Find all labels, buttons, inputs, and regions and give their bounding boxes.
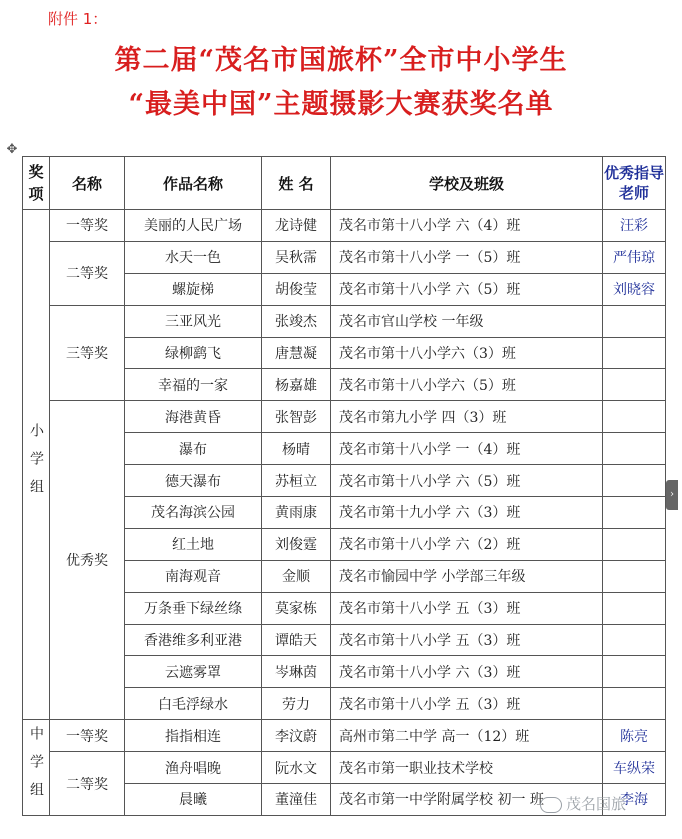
teacher-cell	[603, 688, 666, 720]
name-cell: 苏桓立	[262, 465, 331, 497]
school-cell: 茂名市第十八小学 五（3）班	[331, 624, 603, 656]
school-cell: 高州市第二中学 高一（12）班	[331, 720, 603, 752]
school-cell: 茂名市第十八小学 一（5）班	[331, 241, 603, 273]
teacher-cell	[603, 401, 666, 433]
header-school: 学校及班级	[331, 157, 603, 210]
move-handle-icon[interactable]: ✥	[6, 142, 18, 157]
wechat-icon	[540, 797, 562, 813]
work-cell: 茂名海滨公园	[125, 497, 262, 529]
name-cell: 谭皓天	[262, 624, 331, 656]
teacher-cell	[603, 497, 666, 529]
table-row	[23, 752, 666, 784]
teacher-cell	[603, 656, 666, 688]
table-row	[23, 401, 666, 433]
teacher-cell	[603, 369, 666, 401]
table-row	[23, 210, 666, 242]
rank-cell: 一等奖	[50, 210, 125, 242]
teacher-cell	[603, 560, 666, 592]
work-cell: 白毛浮绿水	[125, 688, 262, 720]
work-cell: 水天一色	[125, 241, 262, 273]
school-cell: 茂名市第一中学附属学校 初一 班	[331, 784, 603, 816]
group-middle: 中学组	[23, 720, 50, 816]
table-row	[23, 241, 666, 273]
rank-cell: 二等奖	[50, 752, 125, 816]
name-cell: 唐慧凝	[262, 337, 331, 369]
teacher-cell	[603, 337, 666, 369]
teacher-cell: 严伟琼	[603, 241, 666, 273]
name-cell: 莫家栋	[262, 592, 331, 624]
name-cell: 岑琳茵	[262, 656, 331, 688]
work-cell: 绿柳鹞飞	[125, 337, 262, 369]
side-tab-arrow-icon[interactable]: ›	[666, 480, 678, 510]
work-cell: 幸福的一家	[125, 369, 262, 401]
work-cell: 瀑布	[125, 433, 262, 465]
table-header-row	[23, 157, 666, 210]
table-row	[23, 305, 666, 337]
school-cell: 茂名市第十八小学六（5）班	[331, 369, 603, 401]
teacher-cell: 刘晓容	[603, 273, 666, 305]
page-title-line1: 第二届“茂名市国旅杯”全市中小学生	[114, 45, 568, 76]
rank-cell: 一等奖	[50, 720, 125, 752]
name-cell: 龙诗健	[262, 210, 331, 242]
name-cell: 阮水文	[262, 752, 331, 784]
header-teacher: 优秀指导老师	[603, 157, 666, 210]
school-cell: 茂名市第十八小学 五（3）班	[331, 592, 603, 624]
work-cell: 螺旋梯	[125, 273, 262, 305]
group-primary: 小学组	[23, 210, 50, 720]
teacher-cell	[603, 465, 666, 497]
watermark	[540, 793, 626, 814]
school-cell: 茂名市第十九小学 六（3）班	[331, 497, 603, 529]
work-cell: 美丽的人民广场	[125, 210, 262, 242]
work-cell: 万条垂下绿丝绦	[125, 592, 262, 624]
work-cell: 海港黄昏	[125, 401, 262, 433]
name-cell: 吴秋霈	[262, 241, 331, 273]
school-cell: 茂名市第十八小学 六（5）班	[331, 465, 603, 497]
teacher-cell	[603, 528, 666, 560]
watermark-text: 茂名国旅	[566, 795, 627, 813]
school-cell: 茂名市第十八小学 六（5）班	[331, 273, 603, 305]
work-cell: 红土地	[125, 528, 262, 560]
name-cell: 刘俊霆	[262, 528, 331, 560]
name-cell: 董潼佳	[262, 784, 331, 816]
school-cell: 茂名市第九小学 四（3）班	[331, 401, 603, 433]
work-cell: 指指相连	[125, 720, 262, 752]
school-cell: 茂名市第十八小学 六（2）班	[331, 528, 603, 560]
school-cell: 茂名市愉园中学 小学部三年级	[331, 560, 603, 592]
rank-cell: 优秀奖	[50, 401, 125, 720]
work-cell: 渔舟唱晚	[125, 752, 262, 784]
table-row	[23, 720, 666, 752]
teacher-cell: 李海	[603, 784, 666, 816]
name-cell: 李汶蔚	[262, 720, 331, 752]
teacher-cell: 陈亮	[603, 720, 666, 752]
school-cell: 茂名市第十八小学 六（4）班	[331, 210, 603, 242]
teacher-cell	[603, 624, 666, 656]
name-cell: 张智彭	[262, 401, 331, 433]
name-cell: 劳力	[262, 688, 331, 720]
teacher-cell: 汪彩	[603, 210, 666, 242]
name-cell: 黄雨康	[262, 497, 331, 529]
work-cell: 晨曦	[125, 784, 262, 816]
header-award: 奖项	[23, 157, 50, 210]
name-cell: 金顺	[262, 560, 331, 592]
teacher-cell: 车纵荣	[603, 752, 666, 784]
teacher-cell	[603, 592, 666, 624]
work-cell: 云遮雾罩	[125, 656, 262, 688]
school-cell: 茂名市第十八小学 一（4）班	[331, 433, 603, 465]
teacher-cell	[603, 305, 666, 337]
teacher-cell	[603, 433, 666, 465]
work-cell: 南海观音	[125, 560, 262, 592]
rank-cell: 二等奖	[50, 241, 125, 305]
name-cell: 张竣杰	[262, 305, 331, 337]
school-cell: 茂名市第十八小学六（3）班	[331, 337, 603, 369]
header-rank: 名称	[50, 157, 125, 210]
work-cell: 香港维多利亚港	[125, 624, 262, 656]
name-cell: 杨晴	[262, 433, 331, 465]
name-cell: 胡俊莹	[262, 273, 331, 305]
header-work: 作品名称	[125, 157, 262, 210]
header-name: 姓 名	[262, 157, 331, 210]
work-cell: 三亚风光	[125, 305, 262, 337]
school-cell: 茂名市第十八小学 六（3）班	[331, 656, 603, 688]
page-title-line2: “最美中国”主题摄影大赛获奖名单	[128, 89, 554, 120]
name-cell: 杨嘉雄	[262, 369, 331, 401]
school-cell: 茂名市第一职业技术学校	[331, 752, 603, 784]
school-cell: 茂名市官山学校 一年级	[331, 305, 603, 337]
work-cell: 德天瀑布	[125, 465, 262, 497]
awards-table	[22, 156, 666, 816]
attachment-label: 附件 1：	[48, 10, 108, 28]
rank-cell: 三等奖	[50, 305, 125, 401]
school-cell: 茂名市第十八小学 五（3）班	[331, 688, 603, 720]
